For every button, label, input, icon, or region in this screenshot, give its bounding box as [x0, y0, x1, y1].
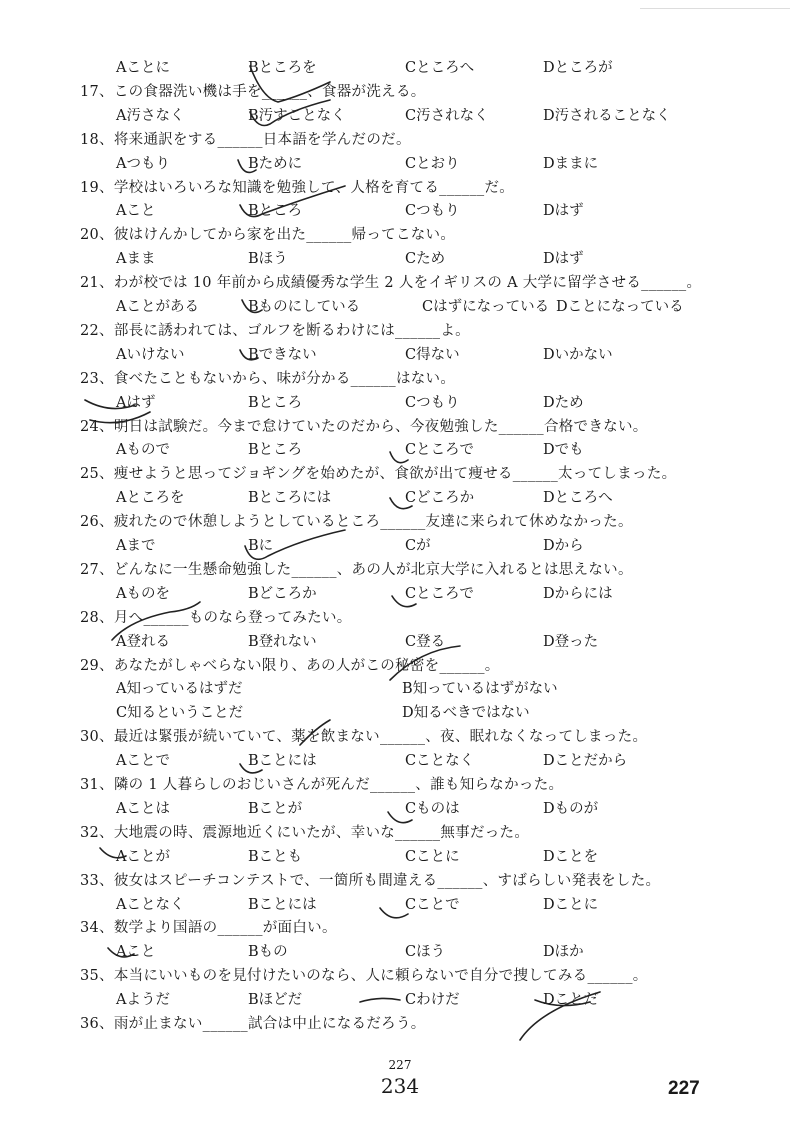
question-line	[0, 223, 800, 247]
answer-option: Aこと	[116, 944, 156, 961]
options-line	[0, 988, 800, 1012]
answer-option: Dことになっている	[556, 299, 684, 315]
answer-option: Cところで	[405, 442, 474, 459]
answer-option: Bために	[248, 155, 303, 172]
options-line	[0, 749, 800, 773]
answer-option: Cとおり	[405, 155, 460, 172]
answer-option: A登れる	[116, 633, 170, 650]
question-text: 26、疲れたので休憩しようとしているところ______友達に来られて休めなかった。	[80, 514, 633, 531]
answer-option: Bところ	[248, 394, 303, 411]
options-line	[0, 295, 800, 319]
question-line	[0, 271, 800, 295]
answer-option: D登った	[543, 633, 599, 650]
answer-option: Aまで	[116, 538, 156, 554]
answer-option: Bどころか	[248, 585, 317, 602]
answer-option: Cどころか	[405, 490, 475, 507]
options-line	[0, 630, 800, 654]
options-line	[0, 247, 800, 271]
options-line	[0, 104, 800, 128]
answer-option: B汚すことなく	[248, 107, 346, 124]
question-text: 22、部長に誘われては、ゴルフを断るわけには______よ。	[80, 322, 470, 339]
options-line	[0, 486, 800, 510]
question-line	[0, 869, 800, 893]
question-text: 20、彼はけんかしてから家を出た______帰ってこない。	[80, 227, 456, 244]
footer-page-number: 234	[380, 1074, 420, 1098]
answer-option: Dものが	[543, 800, 599, 817]
answer-option: Dため	[543, 394, 584, 411]
options-line	[0, 152, 800, 176]
question-line	[0, 964, 800, 988]
answer-option: Cことに	[405, 848, 460, 865]
answer-option: Bもの	[248, 944, 288, 961]
question-line	[0, 128, 800, 152]
answer-option: Aことなく	[116, 896, 185, 913]
answer-option: Cが	[405, 538, 431, 554]
options-line	[0, 582, 800, 606]
answer-option: Cことで	[405, 896, 460, 913]
answer-option: B知っているはずがない	[402, 681, 558, 698]
answer-option: Cはずになっている	[422, 299, 550, 315]
answer-option: Bほう	[248, 251, 288, 268]
answer-option: Dはず	[543, 203, 584, 220]
answer-option: Cことなく	[405, 753, 475, 770]
answer-option: Dことを	[543, 848, 599, 865]
answer-option: Cため	[405, 251, 446, 268]
answer-option: C得ない	[405, 346, 460, 363]
question-text: 28、月へ______ものなら登ってみたい。	[80, 609, 352, 626]
answer-option: C登る	[405, 633, 446, 650]
answer-option: A知っているはずだ	[116, 681, 243, 698]
question-line	[0, 176, 800, 200]
answer-option: Aこと	[116, 203, 156, 220]
answer-option: C知るということだ	[116, 705, 244, 722]
answer-option: Dから	[543, 538, 584, 554]
answer-option: Bことには	[248, 896, 317, 913]
options-line	[0, 893, 800, 917]
answer-option: C汚されなく	[405, 107, 489, 124]
answer-option: B登れない	[248, 633, 317, 650]
question-text: 29、あなたがしゃべらない限り、あの人がこの秘密を______。	[80, 657, 500, 674]
answer-option: Cほう	[405, 944, 446, 961]
question-line	[0, 773, 800, 797]
options-line	[0, 677, 800, 701]
footer-page-number-bold: 227	[668, 1078, 700, 1099]
answer-option: Aようだ	[116, 992, 170, 1009]
question-line	[0, 510, 800, 534]
answer-option: Dところへ	[543, 490, 613, 507]
top-edge-line	[640, 8, 790, 9]
answer-option: Dところが	[543, 60, 613, 76]
answer-option: Aことは	[116, 800, 170, 817]
options-line	[0, 845, 800, 869]
answer-option: Bところを	[248, 60, 317, 76]
answer-option: Bことには	[248, 753, 317, 770]
answer-option: Bところ	[248, 203, 303, 220]
answer-option: Aいけない	[116, 346, 185, 363]
question-text: 25、痩せようと思ってジョギングを始めたが、食欲が出て痩せる______太ってしまった。	[80, 466, 677, 483]
answer-option: Aことが	[116, 848, 170, 865]
answer-option: Bに	[248, 538, 274, 554]
answer-option: Dことだ	[543, 992, 599, 1009]
answer-option: Aことで	[116, 753, 170, 770]
question-text: 34、数学より国語の______が面白い。	[80, 920, 337, 937]
answer-option: Dことだから	[543, 753, 628, 770]
answer-option: A汚さなく	[116, 107, 185, 124]
question-line	[0, 462, 800, 486]
options-line	[0, 56, 800, 80]
question-line	[0, 415, 800, 439]
answer-option: Bところ	[248, 442, 303, 459]
answer-option: D知るべきではない	[402, 705, 530, 722]
options-line	[0, 391, 800, 415]
question-line	[0, 558, 800, 582]
answer-option: Cところで	[405, 585, 474, 602]
answer-option: Bことも	[248, 848, 303, 865]
answer-option: Aまま	[116, 251, 156, 268]
answer-option: Bほどだ	[248, 992, 303, 1009]
question-text: 17、この食器洗い機は手を______、食器が洗える。	[80, 83, 426, 100]
options-line	[0, 940, 800, 964]
question-line	[0, 606, 800, 630]
question-text: 19、学校はいろいろな知識を勉強して、人格を育てる______だ。	[80, 179, 515, 196]
answer-option: Dからには	[543, 585, 613, 602]
question-text: 33、彼女はスピーチコンテストで、一箇所も間違える______、すばらしい発表をした。	[80, 872, 661, 889]
question-text: 35、本当にいいものを見付けたいのなら、人に頼らないで自分で捜してみる______。	[80, 968, 648, 985]
question-line	[0, 916, 800, 940]
question-line	[0, 821, 800, 845]
answer-option: Aもので	[116, 442, 170, 459]
answer-option: Bものにしている	[248, 299, 361, 315]
question-text: 24、明日は試験だ。今まで怠けていたのだから、今夜勉強した______合格できない。	[80, 418, 648, 435]
question-text: 36、雨が止まない______試合は中止になるだろう。	[80, 1016, 426, 1032]
answer-option: Dでも	[543, 442, 584, 459]
answer-option: Dほか	[543, 944, 584, 961]
question-text: 18、将来通訳をする______日本語を学んだのだ。	[80, 131, 411, 148]
options-line	[0, 797, 800, 821]
options-line	[0, 199, 800, 223]
answer-option: Aものを	[116, 585, 170, 602]
answer-option: Aつもり	[116, 155, 170, 172]
answer-option: Aところを	[116, 490, 185, 507]
question-line	[0, 319, 800, 343]
question-text: 32、大地震の時、震源地近くにいたが、幸いな______無事だった。	[80, 824, 530, 841]
answer-option: D汚されることなく	[543, 107, 671, 124]
options-line	[0, 701, 800, 725]
options-line	[0, 534, 800, 558]
options-line	[0, 438, 800, 462]
answer-option: Cところへ	[405, 60, 475, 76]
answer-option: Dいかない	[543, 346, 613, 363]
question-line	[0, 725, 800, 749]
options-line	[0, 343, 800, 367]
answer-option: Bできない	[248, 346, 317, 363]
answer-option: Dことに	[543, 896, 599, 913]
question-line	[0, 80, 800, 104]
answer-option: Bことが	[248, 800, 303, 817]
answer-option: Dはず	[543, 251, 584, 268]
question-line	[0, 367, 800, 391]
question-text: 30、最近は緊張が続いていて、薬を飲まない______、夜、眠れなくなってしまった。	[80, 729, 648, 746]
question-text: 27、どんなに一生懸命勉強した______、あの人が北京大学に入れるとは思えない。	[80, 561, 633, 578]
question-line	[0, 1012, 800, 1036]
question-text: 23、食べたこともないから、味が分かる______はない。	[80, 370, 456, 387]
answer-option: Cつもり	[405, 203, 460, 220]
answer-option: Dままに	[543, 155, 599, 172]
answer-option: Cつもり	[405, 394, 460, 411]
footer-page-number-small: 227	[388, 1058, 412, 1072]
answer-option: Aことに	[116, 60, 170, 76]
question-text: 21、わが校では 10 年前から成績優秀な学生 2 人をイギリスの A 大学に留学させる______。	[80, 275, 702, 292]
question-line	[0, 654, 800, 678]
answer-option: Aことがある	[116, 299, 199, 315]
question-text: 31、隣の 1 人暮らしのおじいさんが死んだ______、誰も知らなかった。	[80, 777, 564, 793]
answer-option: Cものは	[405, 800, 460, 817]
answer-option: Bところには	[248, 490, 332, 507]
answer-option: Aはず	[116, 394, 156, 411]
answer-option: Cわけだ	[405, 992, 460, 1009]
